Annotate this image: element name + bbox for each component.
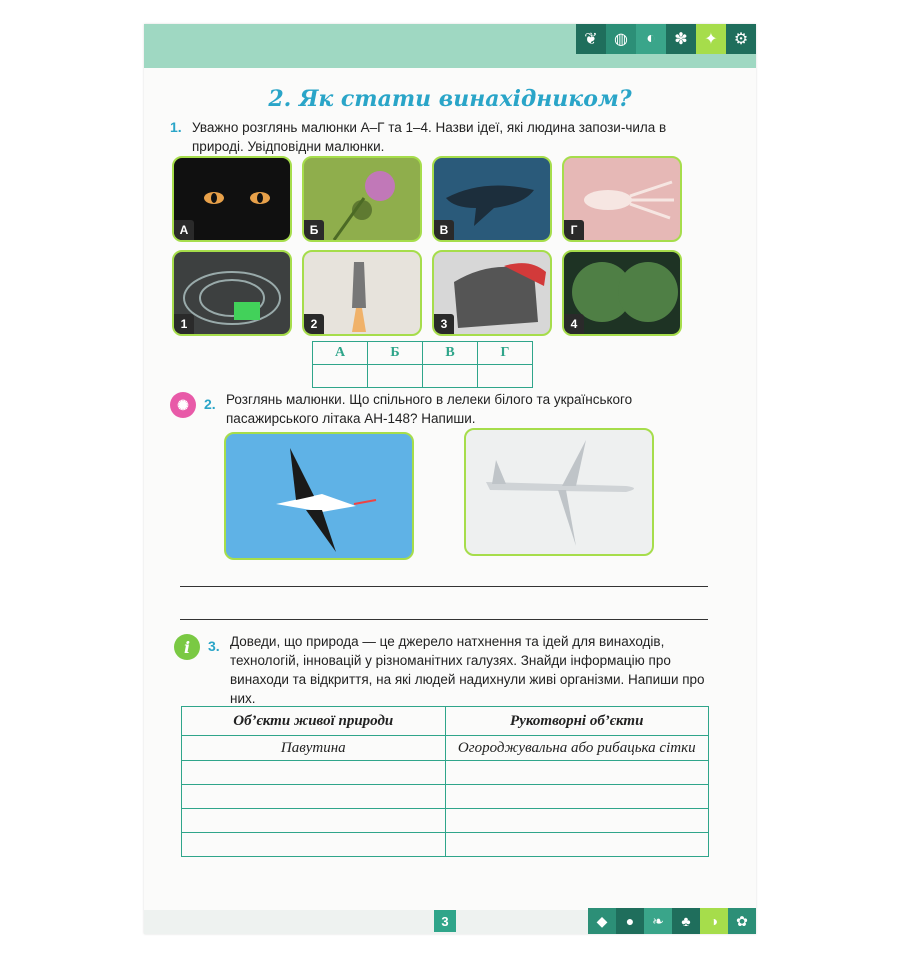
paw-icon: ✽ (666, 24, 696, 54)
label-a: А (174, 220, 194, 240)
label-3: 3 (434, 314, 454, 334)
answer-cell-a[interactable] (313, 365, 368, 388)
table-cell[interactable] (182, 833, 446, 857)
image-2-shuttle (302, 250, 422, 336)
page-number: 3 (434, 910, 456, 932)
info-icon: i (174, 634, 200, 660)
col-header-manmade: Рукотворні об’єкти (445, 707, 709, 736)
label-v: В (434, 220, 454, 240)
task3-text: Доведи, що природа — це джерело натхнення та ідей для винаходів, технологій, інновацій у різноманітних галузях. Знайди інформацію про винаходи та відкриття, на які людей надихнули живі організми. Напиши про них. (230, 634, 705, 706)
answer-header-v: В (423, 342, 478, 365)
task2-text: Розглянь малюнки. Що спільного в лелеки білого та українського пасажирського літака АН-148? Напиши. (226, 392, 633, 426)
answer-header-b: Б (368, 342, 423, 365)
cell-living-1[interactable]: Павутина (182, 736, 446, 761)
leaf-icon: ❦ (576, 24, 606, 54)
globe-icon: ◍ (606, 24, 636, 54)
airplane-picture (466, 430, 652, 554)
gear-icon: ⚙ (726, 24, 756, 54)
label-2: 2 (304, 314, 324, 334)
answer-header-g: Г (478, 342, 533, 365)
image-b-burdock (302, 156, 422, 242)
table-cell[interactable] (445, 761, 709, 785)
label-4: 4 (564, 314, 584, 334)
answer-line-2[interactable] (180, 619, 708, 620)
sprout-icon: ♣ (672, 908, 700, 934)
image-3-velcro (432, 250, 552, 336)
compass-icon: ✺ (170, 392, 196, 418)
col-header-living: Об’єкти живої природи (182, 707, 446, 736)
image-1-radar (172, 250, 292, 336)
lesson-title: 2. Як стати винахідником? (268, 86, 632, 112)
image-airplane (464, 428, 654, 556)
objects-table (181, 706, 709, 857)
flower-icon: ✿ (728, 908, 756, 934)
answer-cell-g[interactable] (478, 365, 533, 388)
image-stork (224, 432, 414, 560)
table-cell[interactable] (182, 761, 446, 785)
table-cell[interactable] (182, 809, 446, 833)
answer-cell-v[interactable] (423, 365, 478, 388)
diamond-icon: ◆ (588, 908, 616, 934)
image-v-whale (432, 156, 552, 242)
answer-line-1[interactable] (180, 586, 708, 587)
half-circle-icon: ◑ (700, 908, 728, 934)
image-g-squid (562, 156, 682, 242)
answer-cell-b[interactable] (368, 365, 423, 388)
circle-icon: ● (616, 908, 644, 934)
task3-number: 3. (208, 638, 220, 654)
cell-manmade-1[interactable]: Огороджувальна або рибацька сітки (445, 736, 709, 761)
stork-picture (226, 434, 412, 558)
label-g: Г (564, 220, 584, 240)
answer-header-a: А (313, 342, 368, 365)
image-a-cat-eyes (172, 156, 292, 242)
label-1: 1 (174, 314, 194, 334)
table-cell[interactable] (182, 785, 446, 809)
answer-table (312, 341, 533, 388)
image-4-night-vision (562, 250, 682, 336)
task1-number: 1. (170, 119, 182, 135)
leaf-pattern-icon: ❧ (644, 908, 672, 934)
top-icons (576, 24, 756, 54)
task1-text: Уважно розглянь малюнки А–Г та 1–4. Назви ідеї, які людина запози-чила в природі. Увідповідни малюнки. (192, 120, 667, 154)
bottom-icons (588, 908, 756, 934)
star-icon: ✦ (696, 24, 726, 54)
table-cell[interactable] (445, 785, 709, 809)
table-cell[interactable] (445, 833, 709, 857)
label-b: Б (304, 220, 324, 240)
circle-shape-icon: ◐ (636, 24, 666, 54)
workbook-page (144, 24, 756, 934)
task2-number: 2. (204, 396, 216, 412)
table-cell[interactable] (445, 809, 709, 833)
